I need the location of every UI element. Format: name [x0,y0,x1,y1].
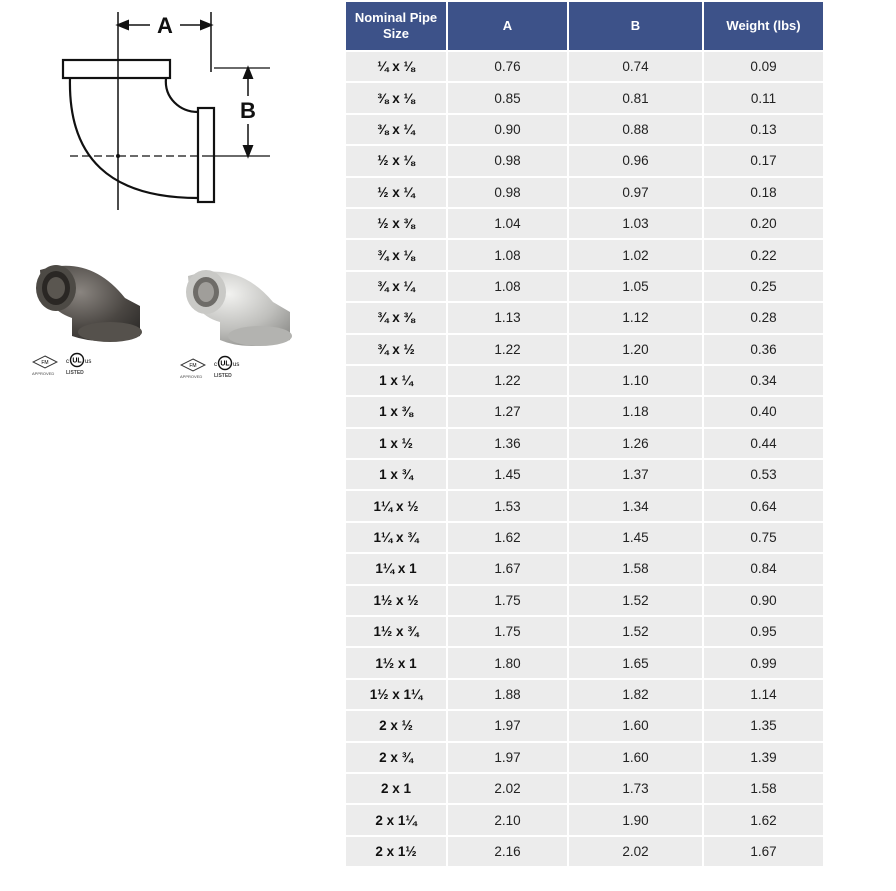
cell-size: 1¼ x ¾ [346,523,446,552]
cell-a: 1.08 [448,272,567,301]
cell-a: 1.97 [448,711,567,740]
table-row [346,146,823,175]
elbow-dimension-diagram [40,8,280,223]
ul-listed-badge-galvanized [210,355,244,379]
cell-b: 1.73 [569,774,702,803]
cell-a: 1.45 [448,460,567,489]
cell-b: 1.82 [569,680,702,709]
ul-listed-text: LISTED [214,373,232,379]
cell-b: 1.18 [569,397,702,426]
cell-weight: 0.09 [704,52,823,81]
cell-size: 1¼ x 1 [346,554,446,583]
cell-size: 1½ x ¾ [346,617,446,646]
cell-a: 1.75 [448,617,567,646]
header-a: A [448,2,567,50]
cell-a: 1.75 [448,586,567,615]
header-nominal-pipe-size: Nominal Pipe Size [346,2,446,50]
cell-a: 1.22 [448,335,567,364]
cell-a: 1.22 [448,366,567,395]
ul-listed-badge-black [62,352,96,376]
cell-weight: 0.40 [704,397,823,426]
svg-text:UL: UL [72,357,82,365]
cell-b: 1.45 [569,523,702,552]
table-row [346,680,823,709]
table-row [346,711,823,740]
cell-b: 1.12 [569,303,702,332]
cell-size: 1½ x ½ [346,586,446,615]
cell-weight: 0.90 [704,586,823,615]
cell-a: 1.27 [448,397,567,426]
fm-approved-text: APPROVED [32,371,55,376]
cell-a: 1.80 [448,648,567,677]
cell-weight: 0.28 [704,303,823,332]
cell-a: 1.88 [448,680,567,709]
cell-a: 1.97 [448,743,567,772]
cell-size: ⅜ x ¼ [346,115,446,144]
table-row [346,178,823,207]
table-row [346,397,823,426]
cell-a: 2.02 [448,774,567,803]
cell-size: ½ x ⅜ [346,209,446,238]
table-header-row [346,2,823,50]
table-row [346,743,823,772]
cell-weight: 0.64 [704,491,823,520]
cell-b: 1.05 [569,272,702,301]
header-weight: Weight (lbs) [704,2,823,50]
cell-b: 0.81 [569,83,702,112]
cell-weight: 0.13 [704,115,823,144]
cell-size: ¾ x ½ [346,335,446,364]
svg-text:us: us [233,362,240,368]
cell-weight: 1.67 [704,837,823,866]
cell-a: 2.10 [448,805,567,834]
cell-b: 1.58 [569,554,702,583]
table-row [346,429,823,458]
svg-text:FM: FM [41,360,49,366]
cell-b: 0.74 [569,52,702,81]
cell-b: 1.90 [569,805,702,834]
dimension-a-label: A [157,13,173,38]
cell-size: 1 x ¾ [346,460,446,489]
cell-size: 1½ x 1 [346,648,446,677]
table-row [346,617,823,646]
cell-a: 1.62 [448,523,567,552]
cell-size: 2 x ½ [346,711,446,740]
cell-size: 1¼ x ½ [346,491,446,520]
header-b: B [569,2,702,50]
cell-size: ¾ x ⅛ [346,240,446,269]
cell-weight: 0.36 [704,335,823,364]
cell-weight: 0.17 [704,146,823,175]
cell-weight: 0.99 [704,648,823,677]
dimension-b-label: B [240,98,256,123]
cell-weight: 1.58 [704,774,823,803]
svg-text:c: c [214,362,217,368]
cell-size: ¾ x ⅜ [346,303,446,332]
cell-size: 2 x 1 [346,774,446,803]
cell-weight: 0.11 [704,83,823,112]
table-row [346,335,823,364]
fm-approved-text: APPROVED [180,374,203,379]
cell-b: 1.37 [569,460,702,489]
cell-size: ¼ x ⅛ [346,52,446,81]
table-row [346,52,823,81]
cell-b: 1.03 [569,209,702,238]
cell-size: ½ x ⅛ [346,146,446,175]
cell-size: 2 x ¾ [346,743,446,772]
cell-weight: 0.44 [704,429,823,458]
svg-text:us: us [85,359,92,365]
cell-weight: 0.75 [704,523,823,552]
cell-size: 1½ x 1¼ [346,680,446,709]
svg-text:c: c [66,359,69,365]
cell-weight: 0.34 [704,366,823,395]
table-row [346,83,823,112]
svg-text:UL: UL [220,360,230,368]
table-row [346,586,823,615]
cell-a: 0.90 [448,115,567,144]
cell-b: 1.52 [569,617,702,646]
cell-weight: 1.39 [704,743,823,772]
cell-a: 0.76 [448,52,567,81]
table-row [346,303,823,332]
cell-size: 1 x ⅜ [346,397,446,426]
cell-a: 1.67 [448,554,567,583]
table-row [346,774,823,803]
cell-b: 0.97 [569,178,702,207]
table-row [346,272,823,301]
ul-listed-text: LISTED [66,370,84,376]
cell-weight: 1.35 [704,711,823,740]
cell-weight: 0.22 [704,240,823,269]
cell-b: 1.60 [569,743,702,772]
cell-size: 2 x 1½ [346,837,446,866]
cell-b: 1.26 [569,429,702,458]
cell-a: 0.85 [448,83,567,112]
fm-approved-badge-galvanized [180,358,206,379]
table-row [346,837,823,866]
cell-a: 1.04 [448,209,567,238]
cell-a: 0.98 [448,178,567,207]
table-row [346,805,823,834]
table-row [346,648,823,677]
svg-text:FM: FM [189,363,197,369]
table-row [346,366,823,395]
fm-approved-badge-black [32,355,58,376]
table-row [346,115,823,144]
cell-weight: 1.14 [704,680,823,709]
cell-size: 1 x ½ [346,429,446,458]
cell-b: 1.20 [569,335,702,364]
cell-b: 1.02 [569,240,702,269]
cell-a: 1.13 [448,303,567,332]
cell-weight: 0.95 [704,617,823,646]
cell-b: 1.10 [569,366,702,395]
cell-weight: 0.18 [704,178,823,207]
cell-b: 2.02 [569,837,702,866]
black-iron-elbow-photo [30,258,150,346]
cell-b: 0.96 [569,146,702,175]
dimensions-table [344,0,825,868]
table-row [346,209,823,238]
cell-b: 1.60 [569,711,702,740]
cell-a: 1.36 [448,429,567,458]
table-row [346,554,823,583]
cell-size: 2 x 1¼ [346,805,446,834]
galvanized-elbow-photo [178,262,303,350]
cell-b: 1.34 [569,491,702,520]
cell-weight: 1.62 [704,805,823,834]
table-row [346,523,823,552]
cell-a: 1.08 [448,240,567,269]
cell-a: 0.98 [448,146,567,175]
cell-weight: 0.25 [704,272,823,301]
cell-b: 1.65 [569,648,702,677]
cell-size: 1 x ¼ [346,366,446,395]
cell-size: ½ x ¼ [346,178,446,207]
table-row [346,460,823,489]
cell-b: 1.52 [569,586,702,615]
table-row [346,491,823,520]
cell-weight: 0.84 [704,554,823,583]
cell-size: ⅜ x ⅛ [346,83,446,112]
cell-b: 0.88 [569,115,702,144]
table-row [346,240,823,269]
cell-weight: 0.53 [704,460,823,489]
cell-a: 1.53 [448,491,567,520]
cell-a: 2.16 [448,837,567,866]
cell-weight: 0.20 [704,209,823,238]
cell-size: ¾ x ¼ [346,272,446,301]
